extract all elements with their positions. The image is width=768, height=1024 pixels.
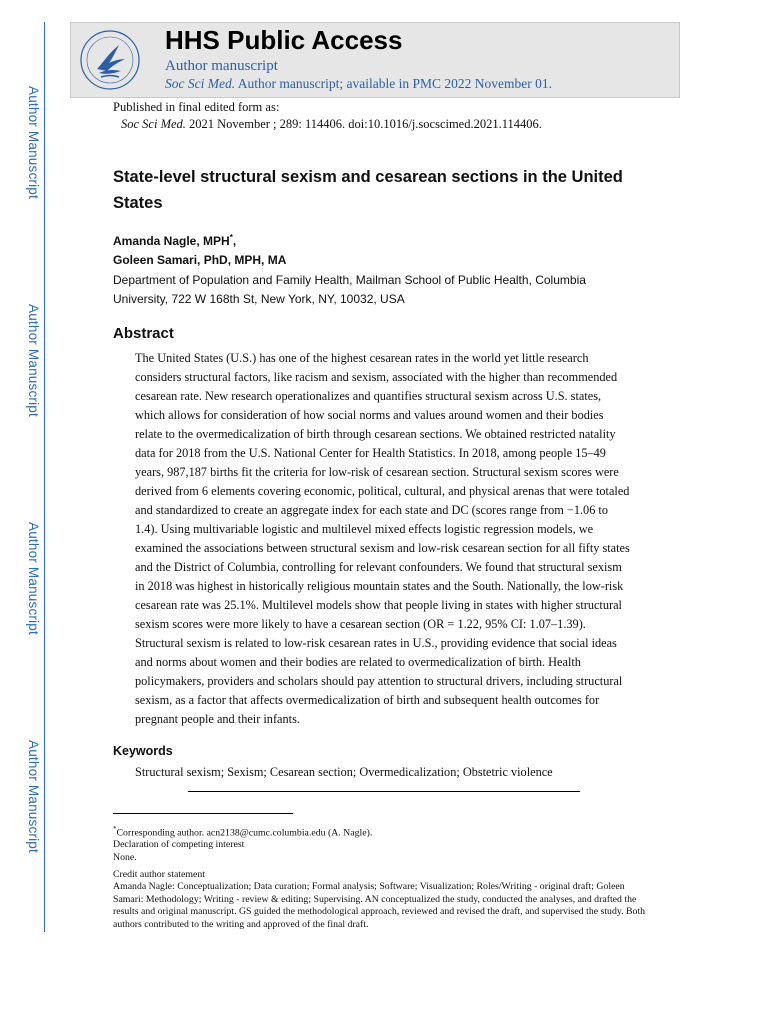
side-label-author-manuscript: Author Manuscript [26,304,41,417]
header-citation [165,76,552,92]
competing-interest-text: None. [113,852,137,863]
author-1 [113,233,236,248]
side-divider [44,22,45,932]
author-2: Goleen Samari, PhD, MPH, MA [113,253,287,267]
header-subtitle: Author manuscript [165,58,278,74]
credit-heading: Credit author statement [113,869,205,880]
footnote-divider [113,813,293,814]
keywords-text: Structural sexism; Sexism; Cesarean section; Overmedicalization; Obstetric violence [135,765,553,779]
footnote-mark: * [113,825,117,833]
competing-interest-heading: Declaration of competing interest [113,839,245,850]
affiliation: Department of Population and Family Health, Mailman School of Public Health, Columbia University, 722 W 168th St, New York, NY, 10032, USA [113,273,586,306]
header-title: HHS Public Access [165,25,403,55]
published-journal: Soc Sci Med. [121,117,186,131]
author-1-name: Amanda Nagle, MPH [113,234,230,248]
article-title: State-level structural sexism and cesarean sections in the United States [113,168,623,212]
credit-text: Amanda Nagle: Conceptualization; Data curation; Formal analysis; Software; Visualization; Roles/Writing - original draft; Goleen Samari: Methodology; Writing - review & editing; Supervising. AN conceptualized the study, conducted the analyses, and drafted the results and original manuscript. GS guided the methodological approach, reviewed and revised the draft, and supervised the study. Both authors contributed to the writing and approved of the final draft. [113,881,646,930]
keywords-heading: Keywords [113,744,173,758]
hhs-eagle-logo-icon [79,29,141,91]
abstract-text: The United States (U.S.) has one of the highest cesarean rates in the world yet little research considers structural factors, like racism and sexism, associated with the higher than recommended cesarean rate. New research operationalizes and quantifies structural sexism across U.S. states, which allows for consideration of how social norms and values around women and their bodies relate to the overmedicalization of birth through cesarean sections. We obtained restricted natality data for 2018 from the U.S. National Center for Health Statistics. In 2018, among people 15–49 years, 987,187 births fit the criteria for low-risk of cesarean section. Structural sexism scores were derived from 6 elements covering economic, political, cultural, and physical arenas that were totaled and standardized to create an aggregate index for each state and DC (scores range from −1.06 to 1.4). Using multivariable logistic and multilevel mixed effects logistic regression models, we examined the associations between structural sexism and low-risk cesarean section for all fifty states and the District of Columbia, controlling for relevant confounders. We found that structural sexism in 2018 was highest in historically religious mountain states and the South. Nationally, the low-risk cesarean rate was 25.1%. Multilevel models show that people living in states with higher structural sexism scores were more likely to have a cesarean section (OR = 1.22, 95% CI: 1.07–1.39). Structural sexism is related to low-risk cesarean rates in U.S., providing evidence that social ideas and norms about women and their bodies are related to overmedicalization of birth. Health policymakers, providers and scholars should pay attention to structural drivers, including structural sexism, as a factor that affects overmedicalization of birth and subsequent health outcomes for pregnant people and their infants. [135,351,630,726]
header-availability: Author manuscript; available in PMC 2022 November 01. [235,76,552,91]
abstract-heading: Abstract [113,325,174,342]
corresponding-text: Corresponding author. acn2138@cumc.columbia.edu (A. Nagle). [116,827,373,839]
hhs-header [70,22,680,98]
corresponding-mark: * [229,233,233,242]
published-citation-text: 2021 November ; 289: 114406. doi:10.1016/j.socscimed.2021.114406. [185,117,542,131]
section-divider [188,791,580,792]
corresponding-footnote [113,823,653,840]
header-journal: Soc Sci Med. [165,76,236,91]
published-label: Published in final edited form as: [113,100,280,114]
side-label-author-manuscript: Author Manuscript [26,740,41,853]
published-citation [121,117,542,132]
author-separator: , [232,234,237,248]
side-label-author-manuscript: Author Manuscript [26,86,41,199]
side-label-author-manuscript: Author Manuscript [26,522,41,635]
